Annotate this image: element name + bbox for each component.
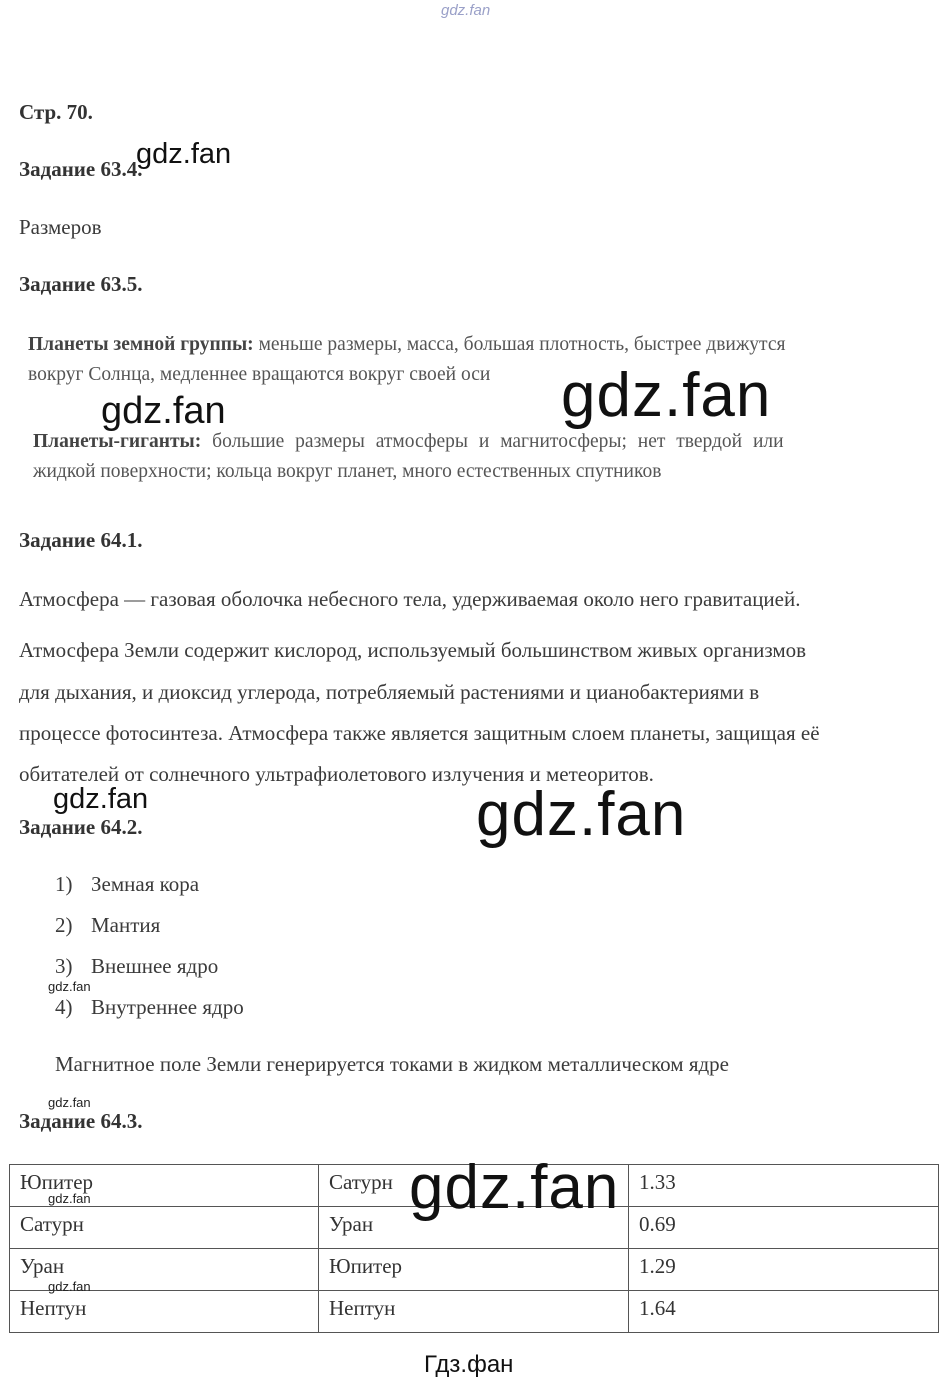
terrestrial-planets-text-1: меньше размеры, масса, большая плотность, быстрее движутся: [253, 334, 786, 355]
list-item-number: 2): [55, 913, 73, 937]
task-64-1-line-2: Атмосфера Земли содержит кислород, используемый большинством живых организмов: [19, 638, 807, 662]
task-64-1-line-5: обитателей от солнечного ультрафиолетового излучения и метеоритов.: [19, 762, 654, 786]
table-cell: Сатурн: [319, 1165, 629, 1207]
table-cell: Уран: [319, 1207, 629, 1249]
task-64-2-title: Задание 64.2.: [19, 815, 143, 839]
table-cell: Юпитер: [319, 1249, 629, 1291]
terrestrial-planets-label: Планеты земной группы:: [28, 334, 254, 355]
task-64-1-line-1: Атмосфера — газовая оболочка небесного тела, удерживаемая около него гравитацией.: [19, 587, 801, 611]
list-item-number: 3): [55, 954, 73, 978]
table-cell: Сатурн: [10, 1207, 319, 1249]
task-64-3-title: Задание 64.3.: [19, 1109, 143, 1133]
watermark: gdz.fan: [53, 783, 149, 815]
giant-planets-label: Планеты-гиганты:: [33, 431, 202, 452]
watermark: gdz.fan: [48, 979, 91, 994]
table-row: [10, 1249, 939, 1291]
task-64-2-note: Магнитное поле Земли генерируется токами в жидком металлическом ядре: [55, 1052, 729, 1076]
list-item: [55, 995, 244, 1020]
watermark: gdz.fan: [101, 390, 226, 432]
page-reference: Стр. 70.: [19, 100, 93, 124]
table-cell: 1.33: [629, 1165, 939, 1207]
task-63-4-title: Задание 63.4.: [19, 157, 143, 181]
list-item-number: 4): [55, 995, 73, 1019]
task-64-1-line-3: для дыхания, и диоксид углерода, потребляемый растениями и цианобактериями в: [19, 680, 760, 704]
list-item: [55, 954, 218, 979]
watermark: gdz.fan: [48, 1279, 91, 1294]
terrestrial-planets-line-1: [28, 334, 785, 356]
watermark: gdz.fan: [409, 1153, 620, 1222]
table-cell: Юпитер: [10, 1165, 319, 1207]
table-cell: Нептун: [10, 1291, 319, 1333]
table-row: [10, 1291, 939, 1333]
watermark-top: gdz.fan: [441, 2, 491, 19]
table-cell: Уран: [10, 1249, 319, 1291]
list-item-text: Земная кора: [91, 872, 200, 896]
task-64-1-line-4: процессе фотосинтеза. Атмосфера также является защитным слоем планеты, защищая её: [19, 721, 820, 745]
giant-planets-text-2: жидкой поверхности; кольца вокруг планет, много естественных спутников: [33, 461, 662, 482]
task-64-1-title: Задание 64.1.: [19, 528, 143, 552]
footer-watermark: Гдз.фан: [424, 1351, 514, 1378]
watermark: gdz.fan: [136, 138, 232, 170]
list-item: [55, 872, 199, 897]
list-item: [55, 913, 160, 938]
task-63-5-title: Задание 63.5.: [19, 272, 143, 296]
watermark: gdz.fan: [48, 1191, 91, 1206]
terrestrial-planets-text-2: вокруг Солнца, медленнее вращаются вокруг своей оси: [28, 364, 491, 385]
task-63-4-answer: Размеров: [19, 215, 102, 239]
table-cell: 0.69: [629, 1207, 939, 1249]
watermark: gdz.fan: [561, 361, 772, 430]
list-item-text: Мантия: [91, 913, 161, 937]
table-cell: 1.29: [629, 1249, 939, 1291]
giant-planets-text-1: большие размеры атмосферы и магнитосферы; нет твердой или: [201, 431, 784, 452]
giant-planets-line-1: [33, 431, 784, 453]
watermark: gdz.fan: [48, 1095, 91, 1110]
list-item-number: 1): [55, 872, 73, 896]
table-cell: Нептун: [319, 1291, 629, 1333]
table-cell: 1.64: [629, 1291, 939, 1333]
list-item-text: Внутреннее ядро: [91, 995, 244, 1019]
list-item-text: Внешнее ядро: [91, 954, 219, 978]
watermark: gdz.fan: [476, 780, 687, 849]
